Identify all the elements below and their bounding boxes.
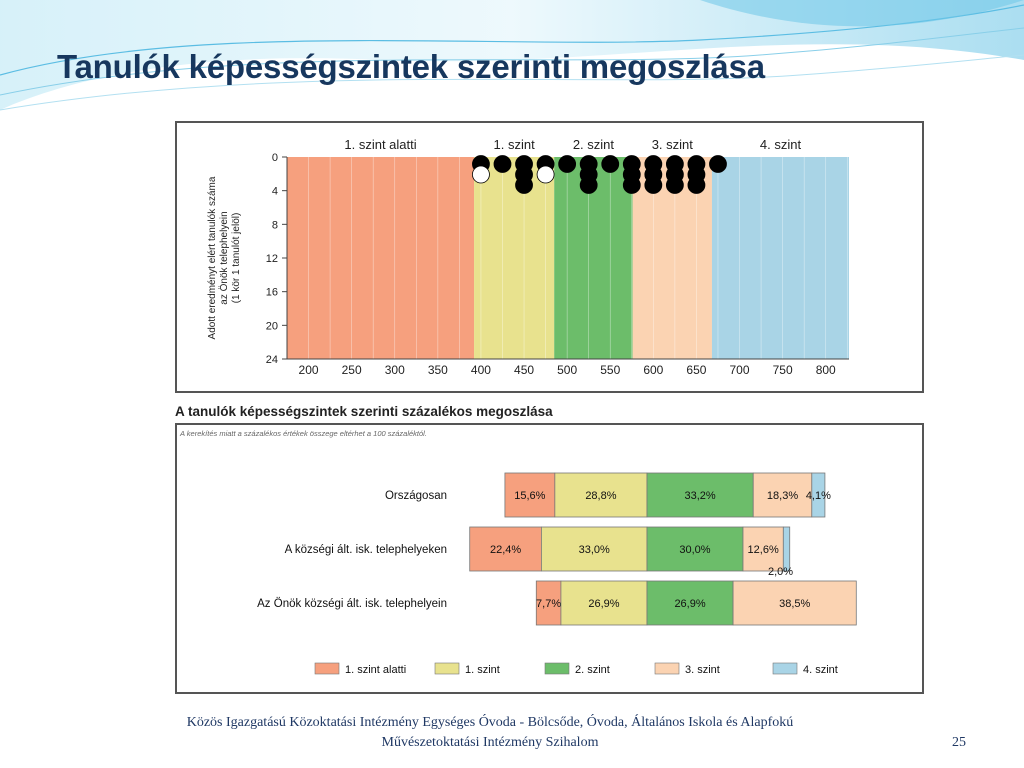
student-marker bbox=[688, 177, 705, 194]
bar-value-label: 28,8% bbox=[585, 490, 617, 502]
legend-label: 1. szint bbox=[465, 664, 500, 676]
percentage-chart bbox=[177, 425, 922, 692]
legend-swatch bbox=[655, 663, 679, 674]
chart-note: A kerekítés miatt a százalékos értékek összege eltérhet a 100 százaléktól. bbox=[180, 429, 427, 438]
y-axis-label-line: az Önök telephelyein bbox=[219, 211, 230, 305]
y-tick-label: 16 bbox=[265, 286, 278, 299]
legend-swatch bbox=[773, 663, 797, 674]
bar-value-label: 4,1% bbox=[805, 490, 831, 502]
student-marker bbox=[472, 166, 489, 183]
student-marker bbox=[494, 156, 511, 173]
student-marker bbox=[580, 177, 597, 194]
bar-value-label: 2,0% bbox=[767, 566, 794, 578]
y-tick-label: 4 bbox=[271, 185, 278, 198]
bar-value-label: 18,3% bbox=[766, 490, 799, 502]
legend-label: 2. szint bbox=[575, 664, 610, 676]
bar-value-label: 22,4% bbox=[489, 544, 522, 556]
bar-value-label: 26,9% bbox=[588, 598, 620, 610]
x-tick-label: 600 bbox=[643, 363, 664, 377]
level-band-1 bbox=[287, 157, 474, 359]
y-axis-label-line: Adott eredményt elért tanulók száma bbox=[207, 176, 218, 340]
distribution-chart bbox=[177, 123, 922, 391]
x-tick-label: 750 bbox=[772, 363, 793, 377]
x-tick-label: 300 bbox=[384, 363, 405, 377]
bar-value-label: 12,6% bbox=[747, 544, 779, 556]
legend-label: 3. szint bbox=[685, 664, 720, 676]
x-tick-label: 400 bbox=[470, 363, 491, 377]
x-tick-label: 450 bbox=[514, 363, 535, 377]
student-marker bbox=[516, 177, 533, 194]
y-axis-label bbox=[207, 176, 242, 339]
legend-swatch bbox=[435, 663, 459, 674]
page-number: 25 bbox=[952, 735, 966, 750]
x-tick-label: 200 bbox=[298, 363, 319, 377]
x-tick-label: 250 bbox=[341, 363, 362, 377]
level-band-5 bbox=[712, 157, 849, 359]
bar-segment bbox=[783, 527, 789, 571]
student-marker bbox=[709, 156, 726, 173]
x-tick-label: 500 bbox=[557, 363, 578, 377]
bar-value-label: 15,6% bbox=[514, 490, 546, 502]
percentage-chart-panel bbox=[175, 423, 924, 694]
y-tick-label: 20 bbox=[265, 320, 278, 333]
y-tick-label: 0 bbox=[271, 152, 278, 164]
x-tick-label: 800 bbox=[815, 363, 836, 377]
bar-value-label: 33,0% bbox=[578, 544, 610, 556]
student-marker bbox=[602, 156, 619, 173]
legend-swatch bbox=[315, 663, 339, 674]
footer-line-1: Közös Igazgatású Közoktatási Intézmény Egységes Óvoda - Bölcsőde, Óvoda, Általános Iskola és Alapfokú bbox=[186, 715, 794, 730]
y-tick-label: 24 bbox=[265, 354, 278, 366]
distribution-chart-panel bbox=[175, 121, 924, 393]
category-label: Az Önök községi ált. isk. telephelyein bbox=[257, 598, 447, 610]
student-marker bbox=[645, 177, 662, 194]
bar-value-label: 26,9% bbox=[674, 598, 706, 610]
y-axis-label-line: (1 kör 1 tanulót jelöl) bbox=[231, 212, 242, 304]
level-band-label: 1. szint alatti bbox=[344, 137, 417, 152]
student-marker bbox=[666, 177, 683, 194]
legend-label: 1. szint alatti bbox=[345, 664, 407, 676]
bar-value-label: 38,5% bbox=[779, 598, 811, 610]
x-tick-label: 350 bbox=[427, 363, 448, 377]
x-tick-label: 650 bbox=[686, 363, 707, 377]
percentage-chart-title: A tanulók képességszintek szerinti százalékos megoszlása bbox=[175, 404, 553, 419]
category-label: Országosan bbox=[384, 490, 447, 502]
level-band-label: 2. szint bbox=[572, 137, 615, 152]
y-tick-label: 12 bbox=[265, 253, 278, 265]
x-tick-label: 700 bbox=[729, 363, 750, 377]
footer-line-2: Művészetoktatási Intézmény Szihalom bbox=[381, 735, 599, 750]
category-label: A községi ált. isk. telephelyeken bbox=[284, 544, 447, 556]
x-tick-label: 550 bbox=[600, 363, 621, 377]
level-band-label: 4. szint bbox=[759, 137, 802, 152]
y-tick-label: 8 bbox=[271, 219, 278, 232]
student-marker bbox=[623, 177, 640, 194]
footer bbox=[60, 713, 920, 753]
bar-value-label: 7,7% bbox=[536, 598, 562, 610]
student-marker bbox=[537, 166, 554, 183]
bar-value-label: 30,0% bbox=[679, 544, 711, 556]
level-band-label: 1. szint bbox=[493, 137, 535, 152]
student-marker bbox=[559, 156, 576, 173]
legend-swatch bbox=[545, 663, 569, 674]
level-band-2 bbox=[474, 157, 554, 359]
level-band-label: 3. szint bbox=[651, 137, 693, 152]
slide-title: Tanulók képességszintek szerinti megoszlása bbox=[57, 48, 765, 85]
bar-value-label: 33,2% bbox=[684, 490, 716, 502]
legend-label: 4. szint bbox=[803, 664, 838, 676]
